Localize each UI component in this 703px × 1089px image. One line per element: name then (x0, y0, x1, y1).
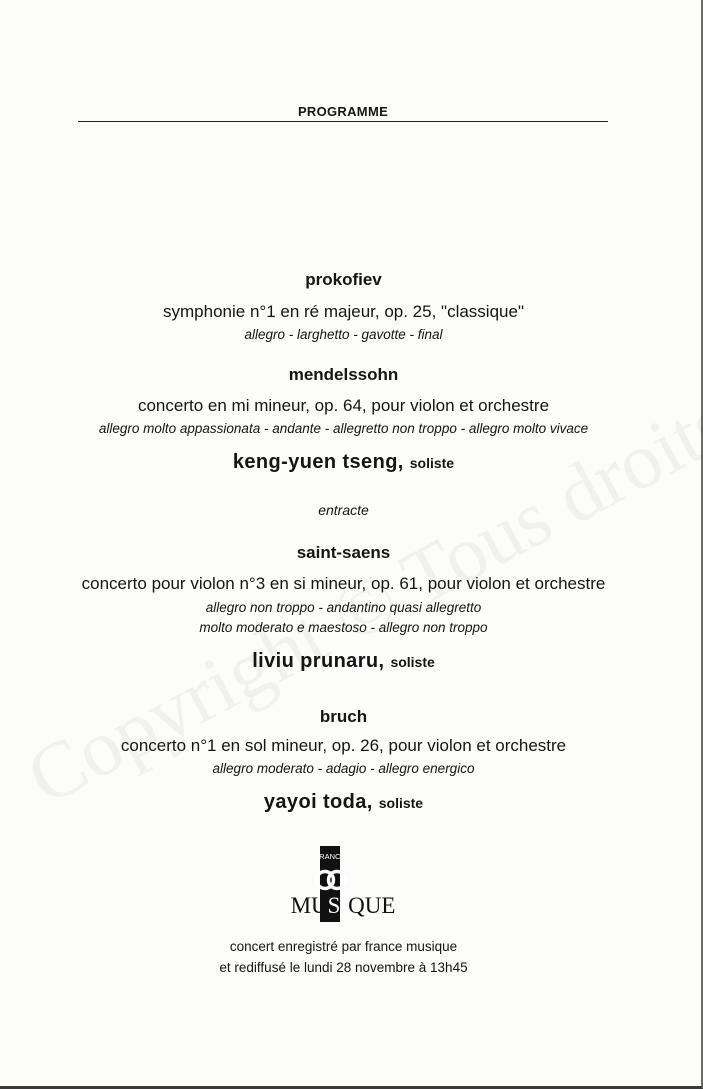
movements-mendelssohn: allegro molto appassionata - andante - allegretto non troppo - allegro molto vivace (98, 421, 589, 436)
movements-bruch: allegro moderato - adagio - allegro energico (212, 761, 475, 776)
soloist-saint-saens (0, 650, 687, 673)
composer-bruch: bruch (319, 707, 368, 726)
soloist-name: yayoi toda, (263, 791, 373, 813)
logo-brand-text: MUSIQUE (290, 893, 396, 918)
broadcast-line1: concert enregistré par france musique (229, 939, 458, 954)
soloist-role: soliste (378, 795, 424, 811)
soloist-mendelssohn (0, 451, 687, 474)
soloist-role: soliste (409, 455, 455, 471)
work-prokofiev: symphonie n°1 en ré majeur, op. 25, "classique" (163, 302, 524, 321)
work-mendelssohn: concerto en mi mineur, op. 64, pour violon et orchestre (137, 396, 550, 415)
composer-prokofiev: prokofiev (305, 270, 382, 289)
movements-saint-saens-line1: allegro non troppo - andantino quasi allegretto (205, 600, 482, 615)
movements-prokofiev: allegro - larghetto - gavotte - final (244, 327, 443, 342)
composer-saint-saens: saint-saens (296, 543, 391, 562)
page-title: PROGRAMME (78, 104, 608, 122)
intermission: entracte (318, 502, 369, 518)
france-musique-logo-icon (288, 846, 398, 922)
composer-mendelssohn: mendelssohn (288, 365, 399, 384)
broadcast-note (0, 936, 687, 978)
soloist-name: liviu prunaru, (252, 650, 385, 672)
work-bruch: concerto n°1 en sol mineur, op. 26, pour violon et orchestre (120, 736, 567, 755)
work-saint-saens: concerto pour violon n°3 en si mineur, op. 61, pour violon et orchestre (81, 574, 606, 593)
movements-saint-saens-line2: molto moderato e maestoso - allegro non troppo (199, 620, 488, 635)
soloist-bruch (0, 791, 687, 814)
broadcast-line2: et rediffusé le lundi 28 novembre à 13h45 (219, 960, 468, 975)
logo-top-text: FRANCE (314, 852, 346, 861)
soloist-name: keng-yuen tseng, (232, 451, 404, 473)
soloist-role: soliste (390, 654, 435, 670)
